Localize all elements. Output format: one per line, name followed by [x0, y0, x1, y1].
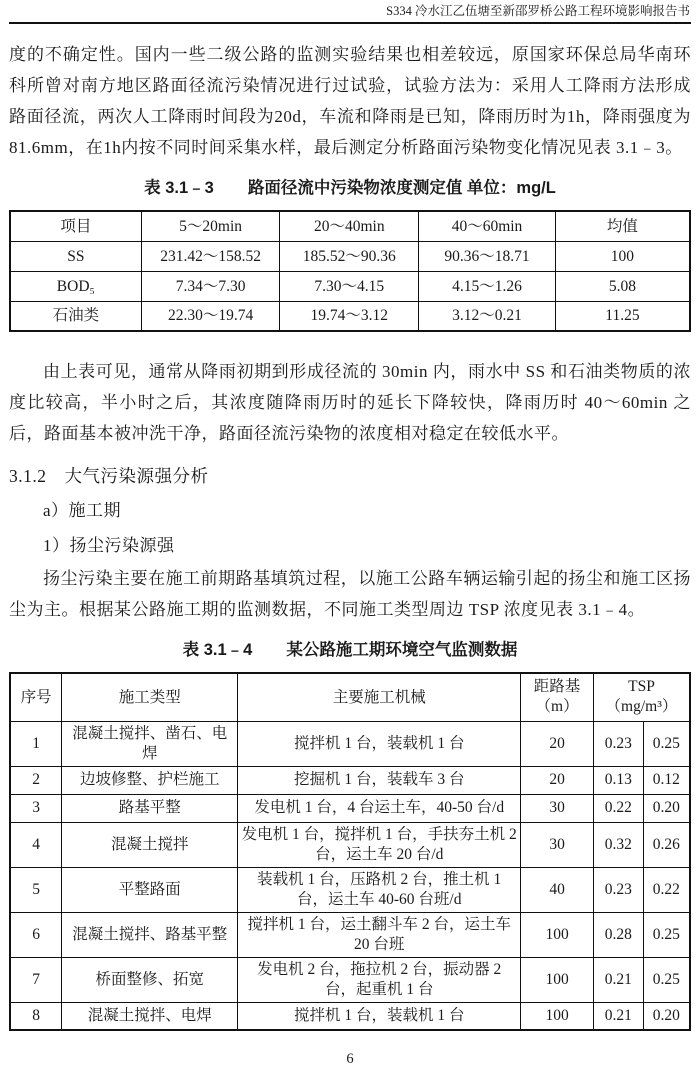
- cell-tsp1: 0.21: [593, 1002, 643, 1030]
- cell-index: 1: [10, 721, 62, 766]
- table2-caption-title: 某公路施工期环境空气监测数据: [286, 641, 518, 659]
- list-item-a: a）施工期: [43, 501, 122, 520]
- column-header: [593, 673, 690, 721]
- cell-value: 7.30～4.15: [280, 271, 419, 301]
- cell-index: 6: [10, 912, 62, 957]
- cell-distance: 40: [521, 867, 594, 912]
- cell-index: 4: [10, 822, 62, 867]
- table-row: [10, 912, 690, 957]
- column-header: 项目: [10, 211, 141, 241]
- cell-distance: 100: [521, 1002, 594, 1030]
- cell-machinery: 发电机 1 台，4 台运土车，40-50 台/d: [238, 794, 521, 822]
- table-header-row: [10, 673, 690, 721]
- cell-tsp2: 0.25: [643, 721, 690, 766]
- column-header: 40～60min: [419, 211, 556, 241]
- paragraph-2: 由上表可见，通常从降雨初期到形成径流的 30min 内，雨水中 SS 和石油类物质的浓度比较高，半小时之后，其浓度随降雨历时的延长下降较快，降雨历时 40～60min 之后，路面基本被冲洗干净，路面径流污染物的浓度相对稳定在较低水平。: [9, 362, 691, 443]
- cell-construction-type: 平整路面: [62, 867, 238, 912]
- cell-distance: 20: [521, 721, 594, 766]
- column-header: 5～20min: [141, 211, 280, 241]
- cell-machinery: 装载机 1 台，压路机 2 台，推土机 1 台，运土车 40-60 台班/d: [238, 867, 521, 912]
- cell-value: 19.74～3.12: [280, 301, 419, 331]
- cell-value: 7.34～7.30: [141, 271, 280, 301]
- cell-value: 90.36～18.71: [419, 241, 556, 271]
- cell-machinery: 搅拌机 1 台，运土翻斗车 2 台，运土车 20 台班: [238, 912, 521, 957]
- cell-index: 3: [10, 794, 62, 822]
- section-heading-3-1-2: 3.1.2 大气污染源强分析: [9, 466, 209, 486]
- cell-value: 100: [555, 241, 690, 271]
- cell-machinery: 挖掘机 1 台，装载车 3 台: [238, 766, 521, 794]
- cell-tsp1: 0.22: [593, 794, 643, 822]
- paragraph-1: 度的不确定性。国内一些二级公路的监测实验结果也相差较远，原国家环保总局华南环科所曾对南方地区路面径流污染情况进行过试验，试验方法为：采用人工降雨方法形成路面径流，两次人工降雨时间段为20d，车流和降雨是已知，降雨历时为1h，降雨强度为81.6mm，在1h内按不同时间采集水样，最后测定分析路面污染物变化情况见表 3.1﹣3。: [9, 45, 691, 157]
- cell-tsp1: 0.13: [593, 766, 643, 794]
- column-header: 20～40min: [280, 211, 419, 241]
- table-row: [10, 301, 690, 331]
- cell-value: 11.25: [555, 301, 690, 331]
- cell-distance: 30: [521, 822, 594, 867]
- cell-construction-type: 混凝土搅拌: [62, 822, 238, 867]
- cell-item: BOD₅: [10, 271, 141, 301]
- cell-value: 5.08: [555, 271, 690, 301]
- cell-value: 185.52～90.36: [280, 241, 419, 271]
- table-runoff-pollutants: [9, 210, 691, 332]
- paragraph-3: 扬尘污染主要在施工前期路基填筑过程，以施工公路车辆运输引起的扬尘和施工区扬尘为主。根据某公路施工期的监测数据，不同施工类型周边 TSP 浓度见表 3.1﹣4。: [9, 569, 691, 619]
- header-rule: [9, 22, 691, 24]
- cell-construction-type: 边坡修整、护栏施工: [62, 766, 238, 794]
- cell-value: 3.12～0.21: [419, 301, 556, 331]
- cell-tsp2: 0.26: [643, 822, 690, 867]
- cell-tsp2: 0.25: [643, 957, 690, 1002]
- table-air-monitoring: [9, 672, 691, 1031]
- table-row: [10, 822, 690, 867]
- cell-construction-type: 混凝土搅拌、凿石、电焊: [62, 721, 238, 766]
- cell-value: 4.15～1.26: [419, 271, 556, 301]
- column-header: 主要施工机械: [238, 673, 521, 721]
- cell-item: 石油类: [10, 301, 141, 331]
- table-row: [10, 794, 690, 822]
- cell-value: 231.42～158.52: [141, 241, 280, 271]
- table1-caption: [9, 177, 691, 199]
- column-header-line1: TSP: [628, 678, 655, 696]
- cell-item: SS: [10, 241, 141, 271]
- cell-tsp1: 0.21: [593, 957, 643, 1002]
- cell-tsp2: 0.20: [643, 1002, 690, 1030]
- cell-distance: 20: [521, 766, 594, 794]
- table-header-row: [10, 211, 690, 241]
- table-row: [10, 241, 690, 271]
- cell-tsp1: 0.28: [593, 912, 643, 957]
- cell-construction-type: 混凝土搅拌、电焊: [62, 1002, 238, 1030]
- page-number: 6: [346, 1051, 354, 1067]
- table2-caption: [9, 639, 691, 661]
- cell-construction-type: 路基平整: [62, 794, 238, 822]
- column-header-line2: （mg/m³）: [605, 698, 678, 716]
- cell-distance: 100: [521, 912, 594, 957]
- cell-construction-type: 混凝土搅拌、路基平整: [62, 912, 238, 957]
- column-header: 序号: [10, 673, 62, 721]
- table1-caption-title: 路面径流中污染物浓度测定值 单位：mg/L: [247, 179, 556, 197]
- cell-tsp2: 0.22: [643, 867, 690, 912]
- cell-tsp1: 0.23: [593, 721, 643, 766]
- column-header: 施工类型: [62, 673, 238, 721]
- column-header-line2: （m）: [535, 698, 579, 716]
- table2-caption-label: 表 3.1﹣4: [182, 641, 253, 659]
- cell-tsp2: 0.20: [643, 794, 690, 822]
- table-row: [10, 721, 690, 766]
- column-header: [521, 673, 594, 721]
- cell-index: 2: [10, 766, 62, 794]
- cell-construction-type: 桥面整修、拓宽: [62, 957, 238, 1002]
- page-header: [9, 4, 691, 19]
- cell-machinery: 发电机 1 台，搅拌机 1 台，手扶夯土机 2 台，运土车 20 台/d: [238, 822, 521, 867]
- cell-index: 8: [10, 1002, 62, 1030]
- column-header-line1: 距路基: [533, 678, 581, 696]
- cell-index: 5: [10, 867, 62, 912]
- table-row: [10, 1002, 690, 1030]
- cell-tsp1: 0.32: [593, 822, 643, 867]
- column-header: 均值: [555, 211, 690, 241]
- cell-tsp1: 0.23: [593, 867, 643, 912]
- cell-distance: 100: [521, 957, 594, 1002]
- cell-machinery: 搅拌机 1 台，装载机 1 台: [238, 1002, 521, 1030]
- table-row: [10, 271, 690, 301]
- cell-distance: 30: [521, 794, 594, 822]
- cell-tsp2: 0.25: [643, 912, 690, 957]
- cell-value: 22.30～19.74: [141, 301, 280, 331]
- list-item-1: 1）扬尘污染源强: [43, 536, 175, 555]
- header-title: S334 冷水江乙伍塘至新邵罗桥公路工程环境影响报告书: [386, 4, 690, 18]
- cell-machinery: 发电机 2 台，拖拉机 2 台，振动器 2 台，起重机 1 台: [238, 957, 521, 1002]
- table-row: [10, 957, 690, 1002]
- table1-caption-label: 表 3.1﹣3: [144, 179, 214, 197]
- cell-tsp2: 0.12: [643, 766, 690, 794]
- cell-index: 7: [10, 957, 62, 1002]
- cell-machinery: 搅拌机 1 台，装载机 1 台: [238, 721, 521, 766]
- table-row: [10, 766, 690, 794]
- table-row: [10, 867, 690, 912]
